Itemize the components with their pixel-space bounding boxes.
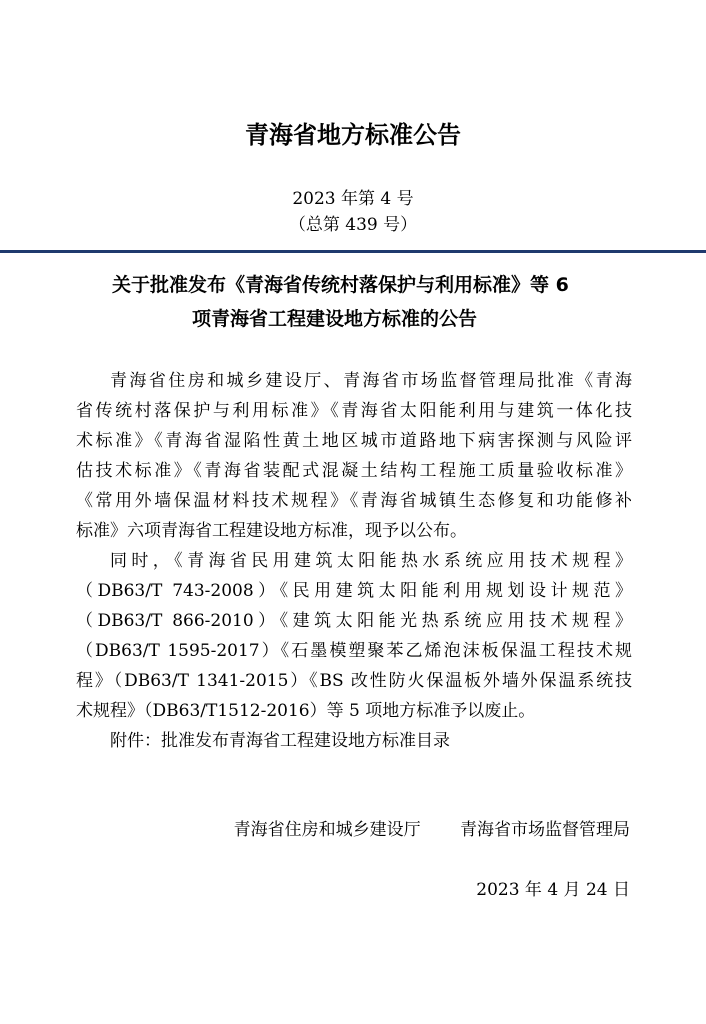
issue-date: 2023 年 4 月 24 日 — [476, 880, 630, 900]
text-line: 标准》六项青海省工程建设地方标准，现予以公布。 — [76, 521, 467, 541]
text-line: 术规程》（DB63/T1512-2016）等 5 项地方标准予以废止。 — [76, 701, 536, 721]
notice-body — [76, 366, 632, 756]
serial-number: （总第 439 号） — [288, 215, 418, 235]
text-line: 程》（DB63/T 1341-2015）《BS 改性防火保温板外墙外保温系统技 — [76, 671, 632, 691]
text-line: 同时，《青海省民用建筑太阳能热水系统应用技术规程》 — [110, 551, 632, 571]
paragraph-attachment — [76, 726, 632, 756]
notice-title-line-1: 关于批准发布《青海省传统村落保护与利用标准》等 6 — [112, 274, 569, 296]
text-line: （DB63/T 743-2008）《民用建筑太阳能利用规划设计规范》 — [76, 581, 632, 601]
issuer-housing-department: 青海省住房和城乡建设厅 — [233, 820, 421, 840]
document-title: 青海省地方标准公告 — [245, 121, 461, 149]
issue-number: 2023 年第 4 号 — [292, 189, 414, 209]
paragraph-approval — [76, 366, 632, 546]
text-line: 估技术标准》《青海省装配式混凝土结构工程施工质量验收标准》 — [76, 461, 632, 481]
issuer-market-regulation: 青海省市场监督管理局 — [460, 820, 630, 840]
header-divider — [0, 250, 706, 253]
document-number — [0, 186, 706, 238]
notice-title-line-2: 项青海省工程建设地方标准的公告 — [192, 308, 478, 330]
issuer-signature — [234, 816, 630, 844]
text-line: （DB63/T 866-2010）《建筑太阳能光热系统应用技术规程》 — [76, 611, 632, 631]
paragraph-repeal — [76, 546, 632, 726]
text-line: （DB63/T 1595-2017）《石墨模塑聚苯乙烯泡沫板保温工程技术规 — [76, 641, 632, 661]
text-line: 《常用外墙保温材料技术规程》《青海省城镇生态修复和功能修补 — [76, 491, 632, 511]
attachment-link[interactable]: 附件：批准发布青海省工程建设地方标准目录 — [110, 731, 450, 751]
text-line: 术标准》《青海省湿陷性黄土地区城市道路地下病害探测与风险评 — [76, 431, 632, 451]
notice-title — [112, 268, 652, 336]
text-line: 青海省住房和城乡建设厅、青海省市场监督管理局批准《青海 — [110, 371, 632, 391]
text-line: 省传统村落保护与利用标准》《青海省太阳能利用与建筑一体化技 — [76, 401, 632, 421]
